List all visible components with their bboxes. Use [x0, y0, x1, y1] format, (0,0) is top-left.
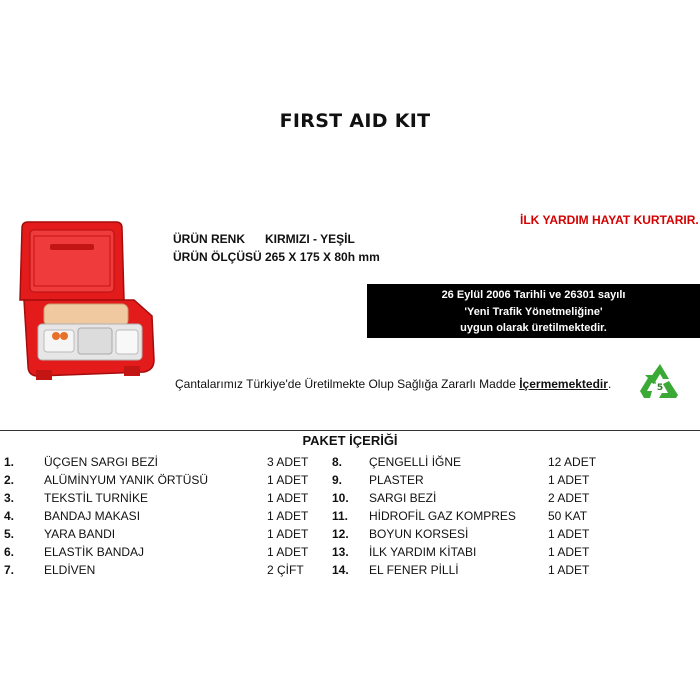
item-name: EL FENER PİLLİ: [369, 563, 459, 577]
item-number: 13.: [332, 545, 349, 559]
spec-value-color: KIRMIZI - YEŞİL: [265, 232, 355, 246]
item-name: ALÜMİNYUM YANIK ÖRTÜSÜ: [44, 473, 209, 487]
item-quantity: 50 KAT: [548, 509, 588, 523]
item-number: 4.: [4, 509, 15, 523]
page-title: FIRST AID KIT: [279, 110, 431, 132]
item-name: TEKSTİL TURNİKE: [44, 491, 149, 505]
item-name: ELDİVEN: [44, 563, 96, 577]
regulation-banner: [367, 284, 700, 338]
item-number: 5.: [4, 527, 15, 541]
item-name: HİDROFİL GAZ KOMPRES: [369, 509, 516, 523]
item-name: BANDAJ MAKASI: [44, 509, 141, 523]
item-number: 9.: [332, 473, 343, 487]
item-quantity: 1 ADET: [267, 545, 309, 559]
regulation-line-3: uygun olarak üretilmektedir.: [460, 322, 607, 334]
item-name: ELASTİK BANDAJ: [44, 545, 145, 559]
item-name: ÜÇGEN SARGI BEZİ: [44, 455, 159, 469]
item-name: ÇENGELLİ İĞNE: [369, 455, 462, 469]
spec-value-size: 265 X 175 X 80h mm: [265, 250, 380, 264]
item-quantity: 1 ADET: [267, 473, 309, 487]
item-number: 6.: [4, 545, 15, 559]
item-quantity: 1 ADET: [267, 527, 309, 541]
item-quantity: 1 ADET: [267, 491, 309, 505]
slogan: İLK YARDIM HAYAT KURTARIR.: [520, 213, 699, 227]
made-in-turkey-note: [175, 377, 611, 391]
item-number: 11.: [332, 509, 349, 523]
item-number: 2.: [4, 473, 15, 487]
item-name: BOYUN KORSESİ: [369, 527, 469, 541]
item-quantity: 3 ADET: [267, 455, 309, 469]
item-number: 1.: [4, 455, 15, 469]
item-number: 10.: [332, 491, 349, 505]
item-quantity: 1 ADET: [548, 473, 590, 487]
first-aid-kit-image: [16, 220, 158, 384]
item-name: İLK YARDIM KİTABI: [369, 545, 477, 559]
package-heading: PAKET İÇERİĞİ: [302, 433, 398, 448]
item-quantity: 1 ADET: [548, 527, 590, 541]
made-in-text: Çantalarımız Türkiye'de Üretilmekte Olup Sağlığa Zararlı Madde: [175, 377, 520, 391]
item-quantity: 1 ADET: [267, 509, 309, 523]
item-quantity: 2 ÇİFT: [267, 563, 304, 577]
made-in-emphasis: İçermemektedir: [519, 377, 608, 391]
made-in-suffix: .: [607, 377, 612, 391]
item-number: 7.: [4, 563, 15, 577]
item-number: 14.: [332, 563, 349, 577]
divider: [0, 430, 700, 431]
item-quantity: 2 ADET: [548, 491, 590, 505]
item-name: PLASTER: [369, 473, 424, 487]
regulation-line-1: 26 Eylül 2006 Tarihli ve 26301 sayılı: [441, 289, 626, 301]
item-quantity: 12 ADET: [548, 455, 597, 469]
recycle-number: 5: [656, 383, 664, 393]
item-number: 12.: [332, 527, 349, 541]
spec-label-size: ÜRÜN ÖLÇÜSÜ: [173, 250, 262, 264]
regulation-line-2: 'Yeni Trafik Yönetmeliğine': [464, 305, 603, 318]
item-number: 3.: [4, 491, 15, 505]
item-quantity: 1 ADET: [548, 563, 590, 577]
red-crescent-icon: [590, 124, 646, 180]
item-name: YARA BANDI: [44, 527, 116, 541]
recycle-icon: [636, 360, 684, 408]
item-name: SARGI BEZİ: [369, 491, 437, 505]
spec-label-color: ÜRÜN RENK: [173, 232, 245, 246]
item-quantity: 1 ADET: [548, 545, 590, 559]
item-number: 8.: [332, 455, 343, 469]
